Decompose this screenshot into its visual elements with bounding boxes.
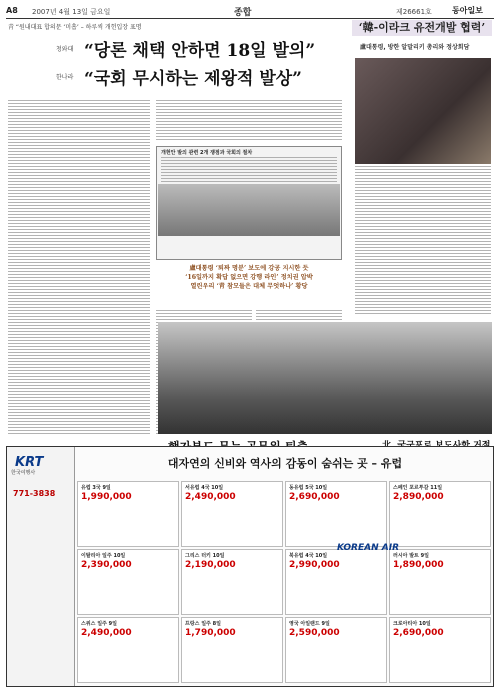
ad-tour-cell	[285, 481, 387, 547]
pull-quote-line-3: 열린우리 ‘靑 참모들은 대체 무엇하나’ 황당	[190, 283, 308, 290]
ad-tour-destination: 서유럽 4국 10일	[185, 485, 224, 491]
ad-tour-cell	[77, 481, 179, 547]
ad-tour-price: 2,390,000	[81, 560, 132, 570]
ad-tour-price: 1,890,000	[393, 560, 444, 570]
ad-tour-destination: 스페인 포르투갈 11일	[393, 485, 443, 491]
quote2-speaker: 한나라	[56, 74, 74, 81]
ad-tour-price: 1,790,000	[185, 628, 236, 638]
ad-tagline: 대자연의 신비와 역사의 감동이 숨쉬는 곳 – 유럽	[167, 457, 403, 470]
lead-headline-2: “국회 무시하는 제왕적 발상”	[84, 69, 302, 89]
ad-tour-destination: 크로아티아 10일	[393, 621, 431, 627]
ad-tour-cell	[389, 617, 491, 683]
ad-tour-price: 2,490,000	[185, 492, 236, 502]
ad-tour-cell	[181, 617, 283, 683]
ad-tour-price: 2,190,000	[185, 560, 236, 570]
ad-tour-destination: 프랑스 일주 8일	[185, 621, 221, 627]
ad-phone-number: 771-3838	[13, 489, 56, 498]
info-box-title: 개헌안 발의 관련 2개 쟁점과 국회의 절차	[161, 150, 253, 156]
issue-number: 제26661호	[396, 8, 432, 16]
ad-tour-grid	[77, 481, 493, 683]
ad-tour-cell	[181, 549, 283, 615]
lead-kicker: 靑 “원내대표 합의문 ‘미흡’ – 하루씩 개헌입장 표명	[8, 24, 142, 31]
section-name: 종합	[234, 8, 252, 18]
masthead	[6, 4, 494, 18]
ad-tour-price: 2,890,000	[393, 492, 444, 502]
ad-tour-cell	[77, 549, 179, 615]
travel-advertisement	[6, 446, 494, 687]
ad-tour-destination: 러시아 발트 9일	[393, 553, 429, 559]
lead-body-top	[156, 100, 342, 142]
ad-tour-price: 2,490,000	[81, 628, 132, 638]
summit-photo	[355, 58, 491, 164]
krt-subtitle: 한국여행사	[11, 470, 36, 476]
page-number: A8	[6, 6, 18, 15]
korean-air-logo: KOREAN AIR	[337, 543, 400, 553]
ad-tour-cell	[285, 617, 387, 683]
ad-tour-price: 2,990,000	[289, 560, 340, 570]
ad-tour-destination: 영국 아일랜드 9일	[289, 621, 330, 627]
ad-tour-price: 2,690,000	[393, 628, 444, 638]
ad-tour-cell	[285, 549, 387, 615]
ad-tour-destination: 동유럽 5국 10일	[289, 485, 328, 491]
ad-tour-price: 1,990,000	[81, 492, 132, 502]
protest-photo	[158, 322, 492, 434]
quote1-speaker: 청와대	[56, 46, 74, 53]
pull-quote-line-1: 盧대통령 ‘퇴짜 명분’ 보도에 강공 지시한 듯	[189, 265, 309, 272]
ad-tour-price: 2,690,000	[289, 492, 340, 502]
korea-iraq-subhead: 盧대통령, 방한 알말리키 총리와 정상회담	[360, 44, 470, 51]
masthead-rule	[6, 18, 494, 19]
lead-body-column-1	[8, 100, 150, 434]
korea-iraq-body	[355, 166, 491, 316]
ad-tour-destination: 이탈리아 일주 10일	[81, 553, 126, 559]
ad-tour-price: 2,590,000	[289, 628, 340, 638]
ad-tour-cell	[77, 617, 179, 683]
ad-tour-cell	[389, 481, 491, 547]
ad-tour-cell	[389, 549, 491, 615]
korea-iraq-banner: ‘韓-이라크 유전개발 협력’	[352, 20, 492, 36]
pull-quote	[156, 264, 342, 308]
national-assembly-photo	[158, 184, 340, 236]
ad-tour-cell	[181, 481, 283, 547]
ad-tour-destination: 스위스 일주 9일	[81, 621, 117, 627]
pull-quote-line-2: ‘16일까지 확답 없으면 강행 라인’ 정치권 압박	[185, 274, 313, 281]
ad-brand-panel	[7, 447, 75, 686]
ad-tour-destination: 유럽 3국 9일	[81, 485, 111, 491]
ad-tour-destination: 그리스 터키 10일	[185, 553, 225, 559]
publication-date: 2007년 4월 13일 금요일	[32, 8, 111, 16]
ad-tour-destination: 북유럽 4국 10일	[289, 553, 328, 559]
lead-headline-1: “당론 채택 안하면 18일 발의”	[84, 41, 316, 61]
newspaper-logo: 동아일보	[452, 6, 483, 15]
krt-logo: KRT	[15, 455, 44, 470]
